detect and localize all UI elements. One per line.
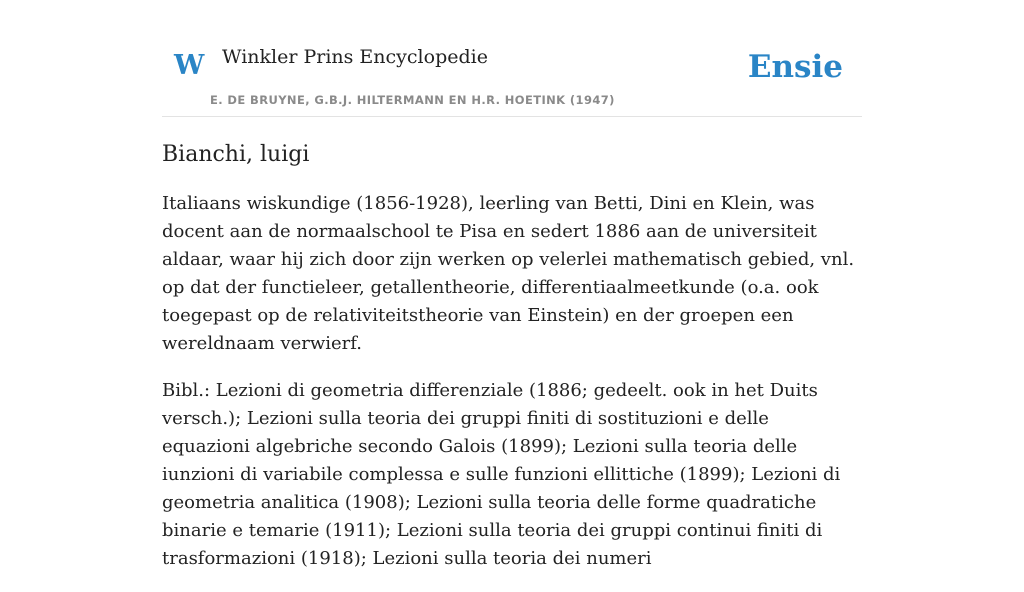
- article: [162, 138, 862, 592]
- source-title[interactable]: Winkler Prins Encyclopedie: [222, 46, 488, 68]
- article-paragraph: Italiaans wiskundige (1856-1928), leerling van Betti, Dini en Klein, was docent aan de normaalschool te Pisa en sedert 1886 aan de universiteit aldaar, waar hij zich door zijn werken op velerlei mathematisch gebied, vnl. op dat der functieleer, getallentheorie, differentiaalmeetkunde (o.a. ook toegepast op de relativiteitstheorie van Einstein) en der groepen een wereldnaam verwierf.: [162, 193, 855, 354]
- source-header: [162, 0, 862, 117]
- article-title: Bianchi, luigi: [162, 142, 310, 167]
- source-logo[interactable]: W: [174, 50, 205, 81]
- brand-logo[interactable]: Ensie: [747, 49, 843, 85]
- source-authors: E. DE BRUYNE, G.B.J. HILTERMANN EN H.R. HOETINK (1947): [210, 93, 615, 107]
- article-bibliography: Bibl.: Lezioni di geometria differenziale (1886; gedeelt. ook in het Duits versch.); Lezioni sulla teoria dei gruppi finiti di sostituzioni e delle equazioni algebriche secondo Galois (1899); Lezioni sulla teoria delle iunzioni di variabile complessa e sulle funzioni ellittiche (1899); Lezioni di geometria analitica (1908); Lezioni sulla teoria delle forme quadratiche binarie e temarie (1911); Lezioni sulla teoria dei gruppi continui finiti di trasformazioni (1918); Lezioni sulla teoria dei numeri: [162, 380, 841, 569]
